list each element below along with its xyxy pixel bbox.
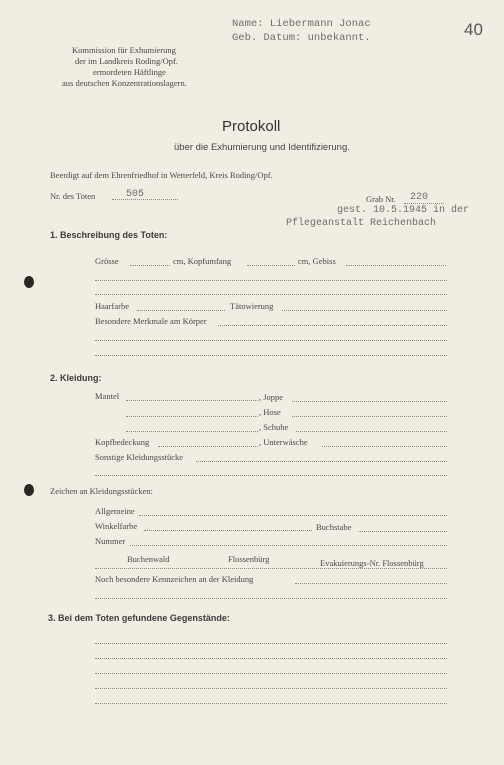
buchstabe-label: Buchstabe — [316, 522, 352, 532]
allgemeine-line — [139, 515, 447, 516]
schuhe-label: , Schuhe — [259, 422, 289, 432]
dead-number-label: Nr. des Toten — [50, 191, 96, 201]
hose-line — [292, 416, 447, 417]
nummer-label: Nummer — [95, 536, 126, 546]
evak-blank-line — [95, 568, 447, 569]
merkmale-label: Besondere Merkmale am Körper — [95, 316, 207, 326]
section3-line-3 — [95, 673, 447, 674]
cm-gebiss-label: cm, Gebiss — [298, 256, 336, 266]
mantel-label: Mantel — [95, 391, 120, 401]
winkelfarbe-label: Winkelfarbe — [95, 521, 138, 531]
cm-kopfumfang-label: cm, Kopfumfang — [173, 256, 232, 266]
gebiss-line — [346, 265, 446, 266]
page-number: 40 — [464, 20, 483, 39]
joppe-line — [292, 401, 447, 402]
schuhe-line — [296, 431, 447, 432]
dead-number-value: 505 — [126, 189, 145, 200]
flossenbuerg-label: Flossenbürg — [228, 554, 270, 564]
kopfumfang-line — [247, 265, 295, 266]
typed-birth-line: Geb. Datum: unbekannt. — [232, 32, 371, 44]
section3-line-5 — [95, 703, 447, 704]
section1-blank-line-4 — [95, 355, 447, 356]
grave-number-label: Grab Nr. — [366, 194, 396, 204]
burial-line: Beerdigt auf dem Ehrenfriedhof in Wetterfeld, Kreis Roding/Opf. — [50, 170, 273, 180]
section-1-heading: 1. Beschreibung des Toten: — [50, 230, 168, 240]
unterwaesche-label: , Unterwäsche — [259, 437, 308, 447]
commission-line-1: Kommission für Exhumierung — [72, 45, 176, 55]
nummer-line — [130, 545, 447, 546]
page-subtitle: über die Exhumierung und Identifizierung. — [174, 142, 350, 153]
unterwaesche-line — [322, 446, 447, 447]
sonstige-line — [196, 461, 447, 462]
schuhe-left-line — [126, 431, 258, 432]
hose-label: , Hose — [259, 407, 281, 417]
evakuierungs-nr-label: Evakuierungs-Nr. Flossenbürg — [320, 558, 424, 568]
death-line-2: Pflegeanstalt Reichenbach — [286, 218, 437, 229]
section3-line-1 — [95, 643, 447, 644]
grave-number-value: 220 — [410, 192, 429, 203]
merkmale-line — [218, 325, 447, 326]
haarfarbe-line — [137, 310, 225, 311]
section1-blank-line-3 — [95, 340, 447, 341]
noch-kennzeichen-line — [295, 583, 447, 584]
grave-number-line — [404, 203, 444, 204]
groesse-label: Grösse — [95, 256, 119, 266]
dead-number-line — [112, 199, 178, 200]
buchstabe-line — [358, 531, 447, 532]
buchenwald-label: Buchenwald — [127, 554, 170, 564]
zeichen-blank-line — [95, 598, 447, 599]
hose-left-line — [126, 416, 258, 417]
sonstige-label: Sonstige Kleidungsstücke — [95, 452, 184, 462]
punch-hole-top — [24, 276, 34, 288]
haarfarbe-label: Haarfarbe — [95, 301, 129, 311]
page-title: Protokoll — [222, 118, 281, 135]
section1-blank-line-1 — [95, 280, 447, 281]
taetowierung-line — [282, 310, 447, 311]
kopfbedeckung-label: Kopfbedeckung — [95, 437, 150, 447]
section-2-heading: 2. Kleidung: — [50, 373, 102, 383]
winkelfarbe-line — [144, 530, 312, 531]
groesse-line — [130, 265, 170, 266]
zeichen-heading: Zeichen an Kleidungsstücken: — [50, 486, 153, 496]
section3-line-2 — [95, 658, 447, 659]
mantel-line — [126, 400, 258, 401]
section1-blank-line-2 — [95, 294, 447, 295]
allgemeine-label: Allgemeine — [95, 506, 135, 516]
punch-hole-bottom — [24, 484, 34, 496]
kopfbedeckung-line — [158, 446, 258, 447]
commission-line-4: aus deutschen Konzentrationslagern. — [62, 78, 187, 88]
section2-blank-line — [95, 475, 447, 476]
joppe-label: , Joppe — [259, 392, 284, 402]
taetowierung-label: Tätowierung — [230, 301, 274, 311]
death-line-1: gest. 10.5.1945 in der — [337, 205, 470, 216]
commission-line-2: der im Landkreis Roding/Opf. — [75, 56, 178, 66]
commission-line-3: ermordeten Häftlinge — [93, 67, 166, 77]
section-3-heading: 3. Bei dem Toten gefundene Gegenstände: — [48, 613, 230, 623]
typed-name-line: Name: Liebermann Jonac — [232, 18, 371, 30]
section3-line-4 — [95, 688, 447, 689]
noch-kennzeichen-label: Noch besondere Kennzeichen an der Kleidung — [95, 574, 254, 584]
